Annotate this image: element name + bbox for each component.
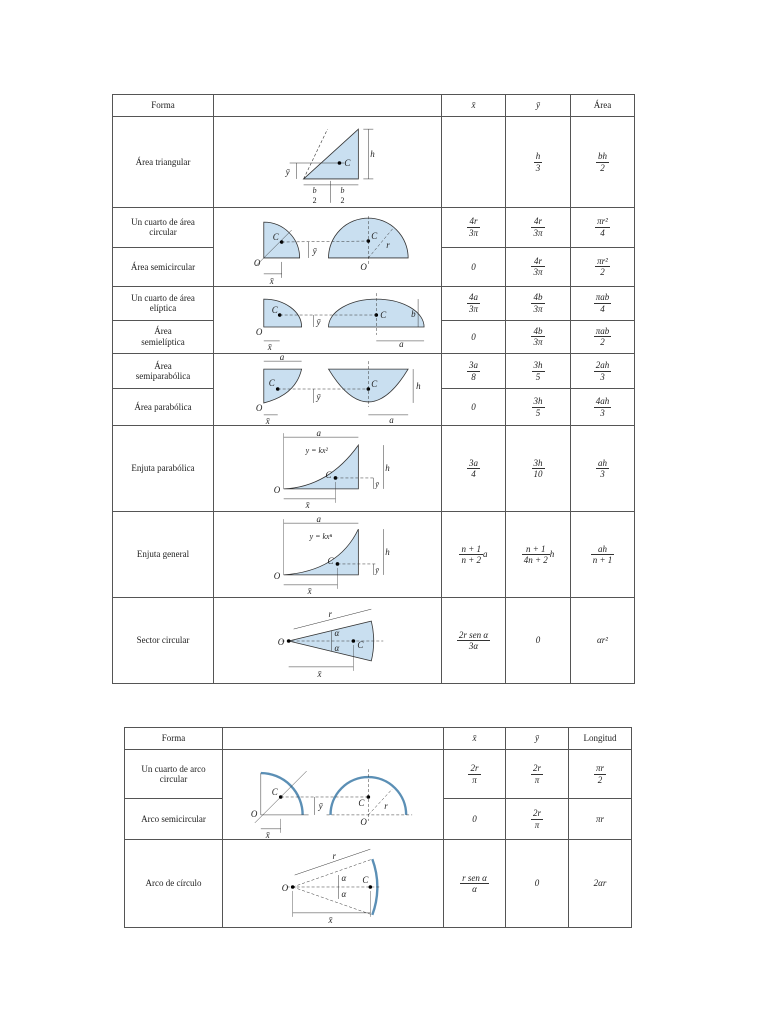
- svg-text:O: O: [255, 402, 263, 413]
- area-cell-triangular: $\frac{bh}{2}$: [571, 117, 635, 208]
- parabolic-spandrel-diagram: [214, 427, 441, 511]
- svg-text:a: a: [279, 354, 285, 362]
- label-b1: b: [312, 185, 317, 195]
- shape-name-semicircle: Área semicircular: [113, 247, 214, 287]
- svg-text:O: O: [281, 882, 289, 893]
- svg-text:x̄: x̄: [269, 275, 274, 286]
- svg-text:C: C: [358, 797, 365, 808]
- svg-text:b: b: [411, 309, 416, 320]
- svg-text:O: O: [360, 816, 367, 827]
- shape-name-quarter-arc: Un cuarto de arco circular: [125, 750, 223, 799]
- figure-parabolic-spandrel: [214, 426, 442, 512]
- svg-text:ȳ: ȳ: [316, 391, 321, 402]
- table-row: [113, 117, 635, 208]
- circular-arcs-diagram: [223, 751, 443, 839]
- xbar-cell-semicircle: 0: [442, 247, 506, 287]
- area-cell-quarter-ellipse: $\frac{\text{πab}}{4}$: [571, 287, 635, 321]
- area-cell-quarter-circle: $\frac{\text{πr²}}{4}$: [571, 208, 635, 248]
- table-row: [113, 287, 635, 321]
- ybar-cell-general-spandrel: $\frac{n + 1}{4n + 2}$ h: [506, 512, 571, 598]
- shape-name-semi-ellipse: Área semielíptica: [113, 320, 214, 354]
- ybar-cell-parabolic: $\frac{3h}{5}$: [506, 389, 571, 426]
- length-cell-semicircular-arc: πr: [569, 799, 632, 840]
- figure-circular-sector: [214, 598, 442, 684]
- table-header-row: [125, 728, 632, 750]
- shape-name-quarter-circle: Un cuarto de área circular: [113, 208, 214, 248]
- xbar-cell-circular-sector: $\frac{\text{2r sen α}}{3\alpha}$: [442, 598, 506, 684]
- svg-text:r: r: [386, 239, 390, 250]
- arc-header-length: Longitud: [569, 728, 632, 750]
- label-2b: 2: [340, 195, 345, 205]
- triangle-diagram: [214, 117, 441, 207]
- xbar-cell-triangular: [442, 117, 506, 208]
- svg-text:O: O: [255, 326, 263, 337]
- length-cell-quarter-arc: $\frac{\pi r}{2}$: [569, 750, 632, 799]
- svg-text:C: C: [371, 231, 378, 242]
- xbar-cell-general-spandrel: $\frac{n + 1}{n + 2}$ a: [442, 512, 506, 598]
- shape-name-parabolic: Área parabólica: [113, 389, 214, 426]
- label-h: h: [370, 149, 375, 160]
- header-figure: [214, 95, 442, 117]
- arc-header-forma: Forma: [125, 728, 223, 750]
- xbar-cell-semicircular-arc: 0: [444, 799, 506, 840]
- area-cell-parabolic: $\frac{4ah}{3}$: [571, 389, 635, 426]
- shape-name-semiparabolic: Área semiparabólica: [113, 354, 214, 389]
- svg-text:ȳ: ȳ: [375, 479, 379, 489]
- shape-name-semicircular-arc: Arco semicircular: [125, 799, 223, 840]
- circle-arc-diagram: [223, 841, 443, 927]
- svg-text:r: r: [332, 850, 336, 861]
- shape-name-circle-arc: Arco de círculo: [125, 840, 223, 928]
- svg-text:C: C: [357, 639, 364, 650]
- svg-text:O: O: [273, 570, 281, 581]
- label-b2: b: [340, 185, 345, 195]
- svg-text:C: C: [325, 469, 332, 480]
- ybar-cell-quarter-ellipse: $\frac{4b}{3\pi}$: [506, 287, 571, 321]
- svg-text:x̄: x̄: [267, 341, 272, 352]
- svg-text:x̄: x̄: [317, 668, 322, 679]
- area-cell-parabolic-spandrel: $\frac{ah}{3}$: [571, 426, 635, 512]
- svg-text:h: h: [385, 462, 390, 473]
- svg-text:α: α: [334, 627, 340, 638]
- ybar-cell-circular-sector: 0: [506, 598, 571, 684]
- ybar-cell-circle-arc: 0: [506, 840, 569, 928]
- shape-name-parabolic-spandrel: Enjuta parabólica: [113, 426, 214, 512]
- elliptical-areas-diagram: [214, 287, 441, 353]
- header-forma: Forma: [113, 95, 214, 117]
- svg-text:C: C: [362, 874, 369, 885]
- svg-text:O: O: [253, 257, 261, 268]
- svg-text:x̄: x̄: [307, 585, 312, 596]
- svg-text:h: h: [416, 380, 421, 391]
- circular-sector-diagram: [214, 599, 441, 683]
- area-centroid-table: [112, 94, 635, 684]
- svg-text:C: C: [380, 310, 387, 321]
- svg-text:r: r: [384, 800, 388, 811]
- header-ybar: ȳ: [506, 95, 571, 117]
- table-row: [113, 354, 635, 389]
- area-cell-semi-ellipse: $\frac{\text{πab}}{2}$: [571, 320, 635, 354]
- xbar-cell-parabolic: 0: [442, 389, 506, 426]
- figure-circular: [214, 208, 442, 287]
- svg-text:O: O: [250, 808, 258, 819]
- area-cell-semicircle: $\frac{\text{πr²}}{2}$: [571, 247, 635, 287]
- svg-text:C: C: [271, 786, 278, 797]
- xbar-cell-parabolic-spandrel: $\frac{3a}{4}$: [442, 426, 506, 512]
- area-cell-circular-sector: αr²: [571, 598, 635, 684]
- table-row: [113, 426, 635, 512]
- svg-text:x̄: x̄: [265, 415, 270, 425]
- svg-text:O: O: [360, 261, 367, 272]
- svg-text:h: h: [385, 546, 390, 557]
- table-row: [125, 840, 632, 928]
- shape-name-circular-sector: Sector circular: [113, 598, 214, 684]
- xbar-cell-circle-arc: $\frac{\text{r sen α}}{\alpha}$: [444, 840, 506, 928]
- table-row: [125, 750, 632, 799]
- ybar-cell-semiparabolic: $\frac{3h}{5}$: [506, 354, 571, 389]
- figure-triangular: [214, 117, 442, 208]
- xbar-cell-quarter-circle: $\frac{4r}{3\pi}$: [442, 208, 506, 248]
- svg-text:α: α: [341, 872, 347, 883]
- svg-text:x̄: x̄: [305, 499, 310, 510]
- header-xbar: x̄: [442, 95, 506, 117]
- area-cell-semiparabolic: $\frac{2ah}{3}$: [571, 354, 635, 389]
- ybar-cell-quarter-arc: $\frac{2r}{\pi}$: [506, 750, 569, 799]
- ybar-cell-semicircle: $\frac{4r}{3\pi}$: [506, 247, 571, 287]
- svg-text:y = kx²: y = kx²: [305, 445, 328, 455]
- table-row: [113, 598, 635, 684]
- figure-circle-arc: [223, 840, 444, 928]
- parabolic-areas-diagram: [214, 355, 441, 425]
- svg-text:ȳ: ȳ: [318, 800, 323, 811]
- svg-text:y = kxⁿ: y = kxⁿ: [309, 531, 333, 541]
- svg-text:α: α: [334, 642, 340, 653]
- svg-text:C: C: [272, 232, 279, 243]
- table-header-row: [113, 95, 635, 117]
- svg-text:O: O: [277, 636, 285, 647]
- label-ybar: ȳ: [285, 166, 290, 177]
- arc-header-figure: [223, 728, 444, 750]
- ybar-cell-parabolic-spandrel: $\frac{3h}{10}$: [506, 426, 571, 512]
- table-row: [113, 512, 635, 598]
- svg-text:r: r: [328, 608, 332, 619]
- svg-text:a: a: [316, 427, 322, 438]
- label-c: C: [344, 157, 351, 168]
- header-area: Área: [571, 95, 635, 117]
- xbar-cell-quarter-arc: $\frac{2r}{\pi}$: [444, 750, 506, 799]
- arc-header-ybar: ȳ: [506, 728, 569, 750]
- shape-name-triangular: Área triangular: [113, 117, 214, 208]
- svg-text:a: a: [316, 513, 322, 524]
- general-spandrel-diagram: [214, 513, 441, 597]
- shape-name-quarter-ellipse: Un cuarto de área elíptica: [113, 287, 214, 321]
- ybar-cell-triangular: $\frac{h}{3}$: [506, 117, 571, 208]
- figure-elliptical: [214, 287, 442, 354]
- xbar-cell-semi-ellipse: 0: [442, 320, 506, 354]
- svg-text:x̄: x̄: [328, 914, 333, 925]
- label-2a: 2: [312, 195, 317, 205]
- svg-text:ȳ: ȳ: [316, 316, 321, 327]
- figure-general-spandrel: [214, 512, 442, 598]
- svg-text:C: C: [327, 555, 334, 566]
- svg-text:ȳ: ȳ: [312, 245, 317, 256]
- circular-areas-diagram: [214, 208, 441, 286]
- svg-text:C: C: [268, 377, 275, 388]
- xbar-cell-semiparabolic: $\frac{3a}{8}$: [442, 354, 506, 389]
- arc-header-xbar: x̄: [444, 728, 506, 750]
- table-row: [113, 208, 635, 248]
- arc-centroid-table: [124, 727, 632, 928]
- svg-text:ȳ: ȳ: [375, 565, 379, 575]
- area-cell-general-spandrel: $\frac{ah}{n + 1}$: [571, 512, 635, 598]
- figure-arcs: [223, 750, 444, 840]
- svg-text:a: a: [399, 338, 404, 349]
- svg-text:C: C: [271, 305, 278, 316]
- ybar-cell-semi-ellipse: $\frac{4b}{3\pi}$: [506, 320, 571, 354]
- shape-name-general-spandrel: Enjuta general: [113, 512, 214, 598]
- svg-text:x̄: x̄: [265, 829, 270, 839]
- svg-text:α: α: [341, 888, 347, 899]
- length-cell-circle-arc: 2αr: [569, 840, 632, 928]
- figure-parabolic: [214, 354, 442, 426]
- svg-text:O: O: [273, 484, 281, 495]
- ybar-cell-semicircular-arc: $\frac{2r}{\pi}$: [506, 799, 569, 840]
- ybar-cell-quarter-circle: $\frac{4r}{3\pi}$: [506, 208, 571, 248]
- xbar-cell-quarter-ellipse: $\frac{4a}{3\pi}$: [442, 287, 506, 321]
- svg-text:C: C: [371, 378, 378, 389]
- svg-text:a: a: [389, 414, 394, 425]
